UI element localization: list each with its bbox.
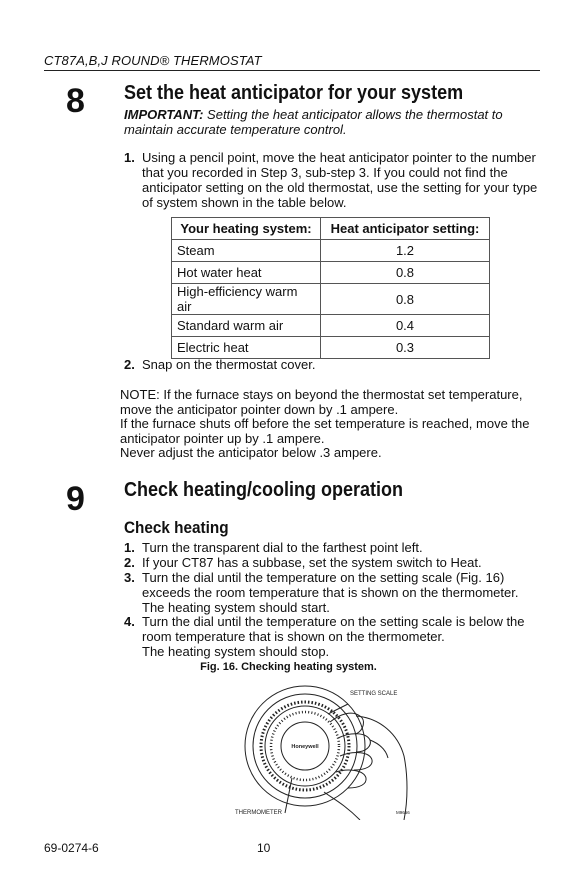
figure-caption: Fig. 16. Checking heating system. [200,661,377,673]
step-8-title: Set the heat anticipator for your system [124,82,464,104]
thermometer-label: THERMOMETER [235,810,282,816]
item-text: Turn the transparent dial to the farthest point left. [142,540,423,555]
table-cell-setting: 1.2 [321,240,490,262]
thermostat-illustration [220,680,440,820]
item-text: Snap on the thermostat cover. [142,357,316,372]
brand-logo: Honeywell [291,744,319,750]
note-line: If the furnace shuts off before the set temperature is reached, move the [120,416,530,432]
step-9-item-2 [124,555,544,571]
table-header-system: Your heating system: [172,218,321,240]
item-text-line: The heating system should start. [142,600,330,615]
item-text: Using a pencil point, move the heat anticipator pointer to the number that you recorded in Step 3, sub-step 3. If you could not find the anticipator setting on the old thermostat, use the setting for your type of system shown in the table below. [142,150,538,210]
important-text: Setting the heat anticipator allows the thermostat to maintain accurate temperature control. [124,107,503,137]
step-9-item-3 [124,570,544,616]
item-number: 1. [124,540,135,555]
table-cell-system: Standard warm air [172,315,321,337]
item-number: 4. [124,614,135,629]
item-text-line: The heating system should stop. [142,644,330,659]
important-notice [124,107,524,137]
note-line: move the anticipator pointer down by .1 ampere. [120,401,399,417]
heat-anticipator-table [171,217,490,359]
step-9-item-4 [124,614,544,660]
document-number: 69-0274-6 [44,841,99,855]
item-number: 1. [124,150,135,165]
table-cell-system: High-efficiency warm air [172,284,321,315]
table-cell-system: Hot water heat [172,262,321,284]
item-text-line: Turn the dial until the temperature on the setting scale (Fig. 16) [142,570,505,585]
item-number: 2. [124,555,135,570]
important-label: IMPORTANT: [124,107,204,122]
step-8-item-1 [124,150,544,212]
item-text-line: exceeds the room temperature that is shown on the thermometer. [142,585,519,600]
table-row [172,262,490,284]
item-text-line: Turn the dial until the temperature on the setting scale is below the [142,614,525,629]
table-row [172,315,490,337]
check-heating-subtitle: Check heating [124,518,229,537]
step-9-item-1 [124,540,544,556]
note-line: NOTE: If the furnace stays on beyond the thermostat set temperature, [120,387,523,402]
table-cell-system: Electric heat [172,337,321,359]
table-header-setting: Heat anticipator setting: [321,218,490,240]
table-cell-setting: 0.8 [321,284,490,315]
table-cell-setting: 0.3 [321,337,490,359]
figure-code: M9656 [396,810,410,815]
note-line: Never adjust the anticipator below .3 ampere. [120,445,382,461]
item-number: 2. [124,357,135,372]
step-number-8: 8 [66,82,85,120]
item-text: If your CT87 has a subbase, set the system switch to Heat. [142,555,482,570]
note-line: anticipator pointer up by .1 ampere. [120,430,325,446]
table-header-row [172,218,490,240]
step-9-title: Check heating/cooling operation [124,479,404,501]
table-row [172,240,490,262]
item-text-line: room temperature that is shown on the thermometer. [142,629,445,644]
document-header: CT87A,B,J ROUND® THERMOSTAT [44,53,262,68]
table-cell-setting: 0.8 [321,262,490,284]
table-row [172,337,490,359]
table-cell-setting: 0.4 [321,315,490,337]
step-8-item-2 [124,357,544,373]
item-number: 3. [124,570,135,585]
step-number-9: 9 [66,480,85,518]
table-cell-system: Steam [172,240,321,262]
page-number: 10 [257,841,271,855]
header-rule [44,70,540,71]
setting-scale-label: SETTING SCALE [350,691,398,697]
table-row [172,284,490,315]
anticipator-note [120,388,550,461]
